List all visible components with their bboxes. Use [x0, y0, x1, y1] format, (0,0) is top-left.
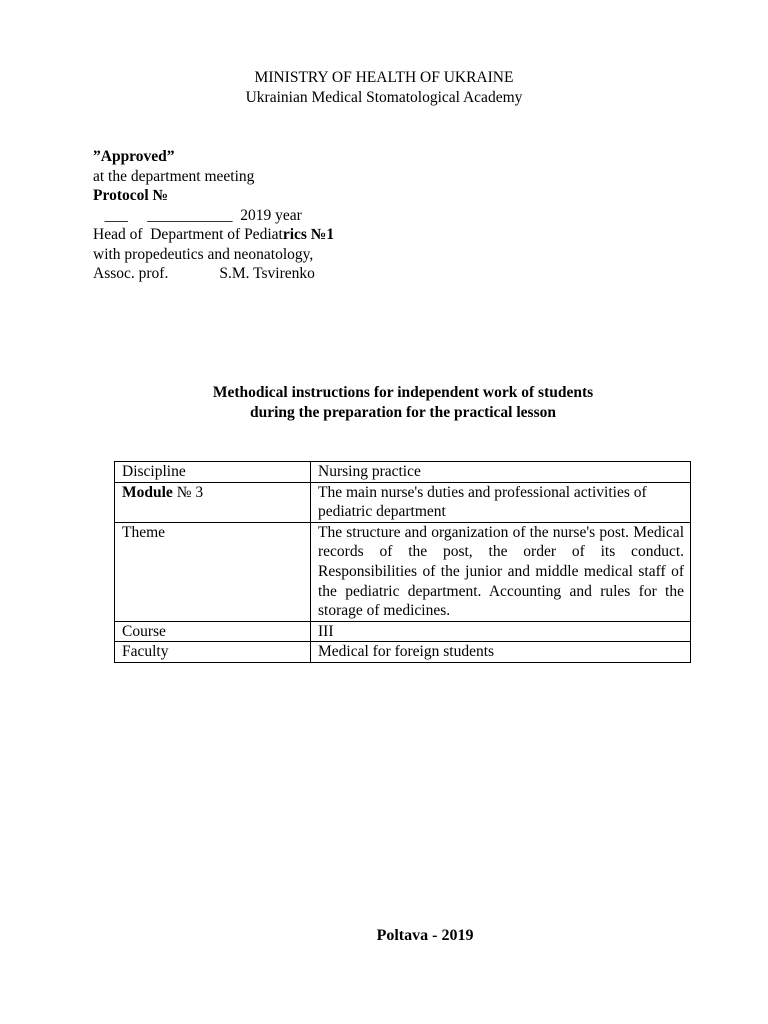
discipline-label: Discipline: [115, 462, 311, 483]
department-line: with propedeutics and neonatology,: [93, 245, 314, 263]
approved-label: ”Approved”: [93, 148, 175, 165]
signatory-line: Assoc. prof. S.M. Tsvirenko: [93, 265, 315, 282]
table-row: [115, 462, 691, 483]
table-row: [115, 482, 691, 522]
theme-value: The structure and organization of the nurse's post. Medical records of the post, the order of its conduct. Responsibilities of the junior and middle medical staff of the pediatric department. Accounting and rules for the storage of medicines.: [311, 522, 691, 621]
course-value: ІІІ: [311, 621, 691, 642]
module-label: Module № 3: [115, 482, 311, 522]
discipline-value: Nursing practice: [311, 462, 691, 483]
ministry-name: MINISTRY OF HEALTH OF UKRAINE: [254, 69, 514, 86]
title-line-1: Methodical instructions for independent work of students: [212, 384, 594, 401]
theme-label: Theme: [115, 522, 311, 621]
module-value: The main nurse's duties and professional activities of pediatric department: [311, 482, 691, 522]
meeting-line: at the department meeting: [93, 167, 255, 185]
approval-block: [93, 147, 513, 284]
place-year-footer: Poltava - 2019: [376, 927, 474, 944]
info-table: [114, 461, 691, 663]
title-line-2: during the preparation for the practical lesson: [250, 403, 556, 421]
document-header: [0, 68, 768, 107]
faculty-label: Faculty: [115, 642, 311, 663]
date-line: ___ ___________ 2019 year: [93, 206, 302, 224]
faculty-value: Medical for foreign students: [311, 642, 691, 663]
table-row: [115, 522, 691, 621]
table-row: [115, 642, 691, 663]
table-row: [115, 621, 691, 642]
head-line: Head of Department of Pediatrics №1: [93, 226, 335, 243]
academy-name: Ukrainian Medical Stomatological Academy: [245, 88, 523, 106]
protocol-line: Protocol №: [93, 187, 169, 204]
document-title: [0, 383, 768, 422]
course-label: Course: [115, 621, 311, 642]
